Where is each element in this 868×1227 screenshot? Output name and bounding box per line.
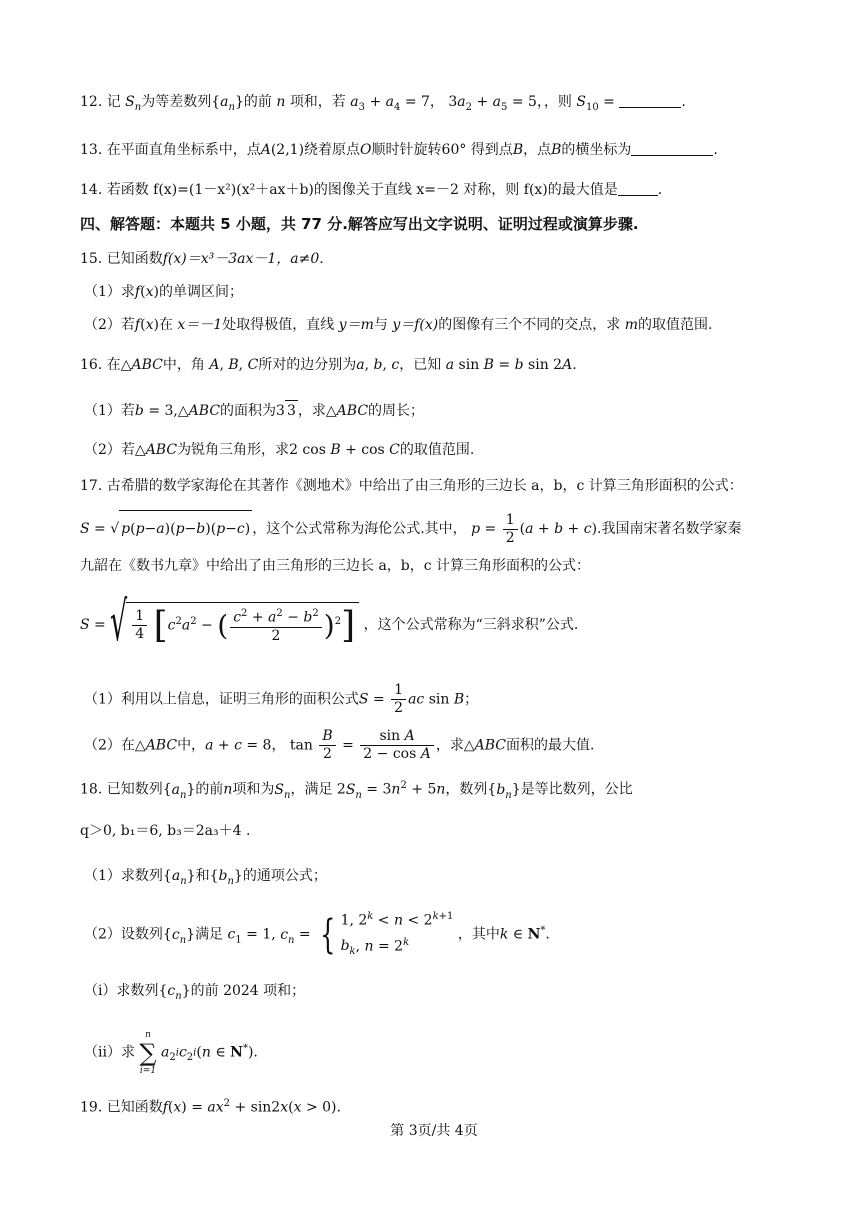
answer-blank[interactable] <box>619 93 681 108</box>
section-heading: 四、解答题：本题共 5 小题，共 77 分.解答应写出文字说明、证明过程或演算步骤. <box>80 215 639 233</box>
question-16-part-1: （1）若b = 3,△ABC的面积为3 3 ，求△ABC的周长； <box>84 400 808 421</box>
question-18-line-2: q＞0, b₁＝6, b₃＝2a₃＋4 . <box>80 823 251 839</box>
qin-formula-line: S = √ $\frac{1}{4}$ [$c^2a^2$ − ( $\frac{c^2 + a^2 - b^2}{2}$ )$^2$] ，这个公式常称为“三斜求积”公式. <box>80 590 579 653</box>
question-18-part-1: （1）求数列$\{a_n\}$和$\{b_n\}$的通项公式； <box>84 868 327 887</box>
question-18-part-2: （2）设数列$\{c_n\}$满足 $c_1 = 1$, $c_n$ = { 1, $2^k < n < 2^{k+1}$ $b_k$, $n = 2^k$ ，其中k ∈ N*. <box>84 911 550 958</box>
question-18: 18. 已知数列$\{a_n\}$的前n项和为$S_n$，满足 $2S_n = 3n^2 + 5n$，数列$\{b_n\}$是等比数列，公比 <box>80 780 633 801</box>
question-15: 15. 已知函数f(x)＝x³－3ax－1，a≠0. <box>80 251 324 267</box>
question-17-part-2: （2）在△ABC中，a + c = 8， tan $\frac{B}{2}$ = $\frac{\text{sin A}}{\text{2 − cos A}}$ ，求△ABC面积的最大值. <box>84 728 595 762</box>
question-15-part-2: （2）若f(x)在 x＝－1处取得极值，直线 y＝m与 y＝f(x)的图像有三个不同的交点，求 m的取值范围. <box>84 317 713 333</box>
qin-intro-line: 九韶在《数书九章》中给出了由三角形的三边长 a，b，c 计算三角形面积的公式： <box>80 558 591 574</box>
question-19: 19. 已知函数$f(x) = ax^2 + \sin 2x(x > 0)$. <box>80 1098 341 1116</box>
question-17-part-1: （1）利用以上信息，证明三角形的面积公式S = $\frac{1}{2}$ ac sin B； <box>84 682 479 716</box>
question-15-part-1: （1）求f(x)的单调区间； <box>84 284 243 300</box>
question-12: 12. 记 $S_n$为等差数列$\{a_n\}$的前 n 项和，若 $a_3 + a_4 = 7$， $3a_2 + a_5 = 5$，，则 $S_{10}$ = . <box>80 94 686 113</box>
heron-formula-line: S = √ p(p−a)(p−b)(p−c) ，这个公式常称为海伦公式.其中， p = $\frac{1}{2}$ (a + b + c).我国南宋著名数学家秦 <box>80 511 742 546</box>
question-17: 17. 古希腊的数学家海伦在其著作《测地术》中给出了由三角形的三边长 a，b，c 计算三角形面积的公式： <box>80 478 743 494</box>
question-16-part-2: （2）若△ABC为锐角三角形，求2 cos B + cos C的取值范围. <box>84 442 475 458</box>
answer-blank[interactable] <box>631 141 713 156</box>
question-18-part-2-ii: （ii）求 n ∑ i=1 $a_{2^i}c_{2^i}(n$ ∈ N*). <box>84 1029 258 1076</box>
question-16: 16. 在△ABC中，角 A, B, C所对的边分别为a, b, c，已知 a sin B = b sin 2A. <box>80 357 577 373</box>
page-footer: 第 3页/共 4页 <box>390 1123 478 1139</box>
question-13: 13. 在平面直角坐标系中，点A(2,1)绕着原点O顺时针旋转60° 得到点B，点B的横坐标为 . <box>80 142 718 158</box>
question-18-part-2-i: （i）求数列$\{c_n\}$的前 2024 项和； <box>84 983 306 1002</box>
question-14: 14. 若函数 f(x)=(1－x²)(x²＋ax＋b)的图像关于直线 x=－2 对称，则 f(x)的最大值是 . <box>80 182 663 198</box>
answer-blank[interactable] <box>618 181 658 196</box>
